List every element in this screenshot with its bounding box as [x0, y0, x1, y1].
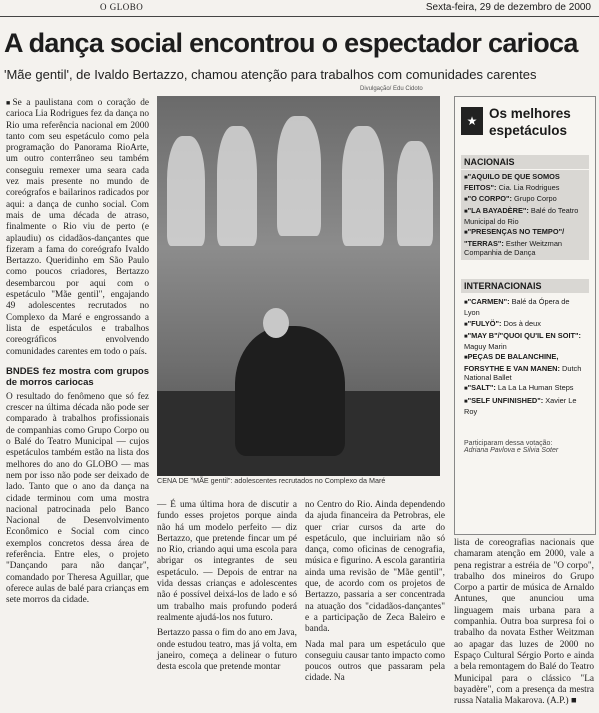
- article-column-1: [6, 98, 149, 606]
- dancer-figure: [397, 141, 433, 246]
- international-section-label: INTERNACIONAIS: [461, 279, 589, 293]
- box-title: [461, 103, 589, 143]
- dancer-figure: [167, 136, 205, 246]
- national-section-label: NACIONAIS: [461, 155, 589, 169]
- list-item: ■ "MAY B"/"QUOI QU'IL EN SOIT": Maguy Marin: [464, 331, 586, 352]
- article-column-2: [157, 500, 297, 673]
- article-subhead: 'Mãe gentil', de Ivaldo Bertazzo, chamou atenção para trabalhos com comunidades carentes: [4, 67, 537, 82]
- performer-head: [263, 308, 289, 338]
- body-paragraph: no Centro do Rio. Ainda dependendo da ajuda financeira da Petrobras, ele quer criar cursos da arte do espetáculo, que incluiriam não só dança, como oficinas de cenografia, música e figurino. A escola garantiria ainda uma revisão de "Mãe gentil", que, de acordo com os projetos de Bertazzo, passaria a ser concentrada na atuação dos "cidadãos-dançantes" e a participação de Zeca Baleiro e banda.: [305, 500, 445, 635]
- best-shows-box: [454, 96, 596, 535]
- list-item: ■ "SALT": La La La Human Steps: [464, 383, 586, 394]
- newspaper-name: O GLOBO: [100, 2, 144, 12]
- box-title-text: Os melhores espetáculos: [489, 106, 571, 138]
- body-paragraph: lista de coreografias nacionais que chamaram atenção em 2000, vale a pena registrar a estréia de "O corpo", trabalho dos mineiros do Grupo Corpo a partir de música de Arnaldo Antunes, que anunciou uma linguagem mais urbana para a companhia. Outra boa surpresa foi o trabalho da novata Esther Weitzman ao apagar das luzes de 2000 no Espaço Cultural Sérgio Porto e ainda a bela remontagem do Balé do Teatro Municipal para o clássico "La bayadère", com a presença da mestra russa Natalia Makarova. (A.P.) ■: [454, 538, 594, 707]
- list-item: ■ "AQUILO DE QUE SOMOS FEITOS": Cia. Lia Rodrigues: [464, 172, 586, 193]
- list-item: ■ "FULYÖ": Dos à deux: [464, 319, 586, 330]
- article-column-4: [454, 538, 594, 707]
- body-paragraph: Nada mal para um espetáculo que conseguiu causar tanto impacto como poucos outros que passaram pela cidade. Na: [305, 639, 445, 684]
- body-paragraph: — É uma última hora de discutir a fundo esses projetos porque ainda não há um modelo perfeito — diz Bertazzo, que pretende fincar um pé no Rio, criando aqui uma escola para abrigar os integrantes de seu espetáculo. — Depois de entrar na vida dessas crianças e adolescentes não é possível deixá-los de lado e só um trabalho mais profundo poderá realmente ajudá-los nos futuro.: [157, 500, 297, 623]
- photo-caption: CENA DE "MÃE gentil": adolescentes recrutados no Complexo da Maré: [157, 476, 386, 485]
- voters-names: Adriana Pavlova e Silvia Soter: [464, 447, 559, 454]
- body-paragraph: Bertazzo passa o fim do ano em Java, onde estudou teatro, mas já volta, em janeiro, começa a delinear o futuro desta escola que pretende montar: [157, 628, 297, 673]
- seated-performer: [235, 326, 345, 456]
- list-item: ■ "SELF UNFINISHED": Xavier Le Roy: [464, 396, 586, 417]
- list-item: ■ "PRESENÇAS NO TEMPO"/ "TERRAS": Esther Weitzman Companhia de Dança: [464, 227, 586, 257]
- issue-date: Sexta-feira, 29 de dezembro de 2000: [425, 2, 591, 13]
- list-item: ■ "CARMEN": Balé da Ópera de Lyon: [464, 297, 586, 318]
- photo-credit: Divulgação/ Edu Cidoto: [360, 86, 423, 92]
- page-header: [0, 0, 599, 17]
- national-list: [461, 170, 589, 260]
- list-item: ■ "O CORPO": Grupo Corpo: [464, 194, 586, 205]
- star-icon: ★: [461, 107, 483, 135]
- dancer-figure: [217, 126, 257, 246]
- dancer-figure: [277, 116, 321, 236]
- voters-label: Participaram dessa votação:: [464, 440, 553, 447]
- international-list: [461, 295, 589, 419]
- article-headline: A dança social encontrou o espectador carioca: [4, 28, 578, 58]
- performance-photo: [157, 96, 440, 476]
- dancer-figure: [342, 126, 384, 246]
- section-subtitle: BNDES fez mostra com grupos de morros cariocas: [6, 365, 149, 388]
- list-item: ■ "LA BAYADÈRE": Balé do Teatro Municipal do Rio: [464, 206, 586, 227]
- lead-paragraph: ■ Se a paulistana com o coração de carioca Lia Rodrigues fez da dança no Rio uma referência nacional em 2000 tanto com seu espetáculo como pela programação do Panorama RioArte, um outro conterrâneo seu também conseguiu remexer uma seara cada vez mais presente no mundo de coreógrafos e bailarinos radicados por aqui: a dança de cunho social. Com mais de uma década de atraso, finalmente o Rio viu de perto (e aplaudiu) os cidadãos-dançantes que fizeram a fama do coreógrafo Ivaldo Bertazzo. Queridinho em São Paulo como poucos criadores, Bertazzo desembarcou por aqui com o espetáculo "Mãe gentil", engajando 49 adolescentes recrutados no Complexo da Maré e engrossando a lista de espetáculos e trabalhos coreográficos envolvendo comunidades carentes em todo o país.: [6, 98, 149, 358]
- voters-note: [464, 440, 586, 454]
- article-column-3: [305, 500, 445, 685]
- body-paragraph: O resultado do fenômeno que só fez crescer na última década não pode ser comparado à trabalhos profissionais de companhias como Grupo Corpo ou o Balé do Teatro Municipal — cujos espetáculos também estão na lista dos melhores do ano do GLOBO — mas nem por isso não pode ser deixado de lado. Tanto que o ano da dança na cidade terminou com uma mostra nacional patrocinada pelo Banco Nacional de Desenvolvimento Econômico e Social com cinco exemplos concretos dessa área de referência. Entre eles, o projeto "Dançando para não dançar", comandado por Theresa Aguillar, que oferece aulas de balé para crianças em sete morros da cidade.: [6, 391, 149, 606]
- list-item: ■ PEÇAS DE BALANCHINE, FORSYTHE E VAN MANEN: Dutch National Ballet: [464, 352, 586, 382]
